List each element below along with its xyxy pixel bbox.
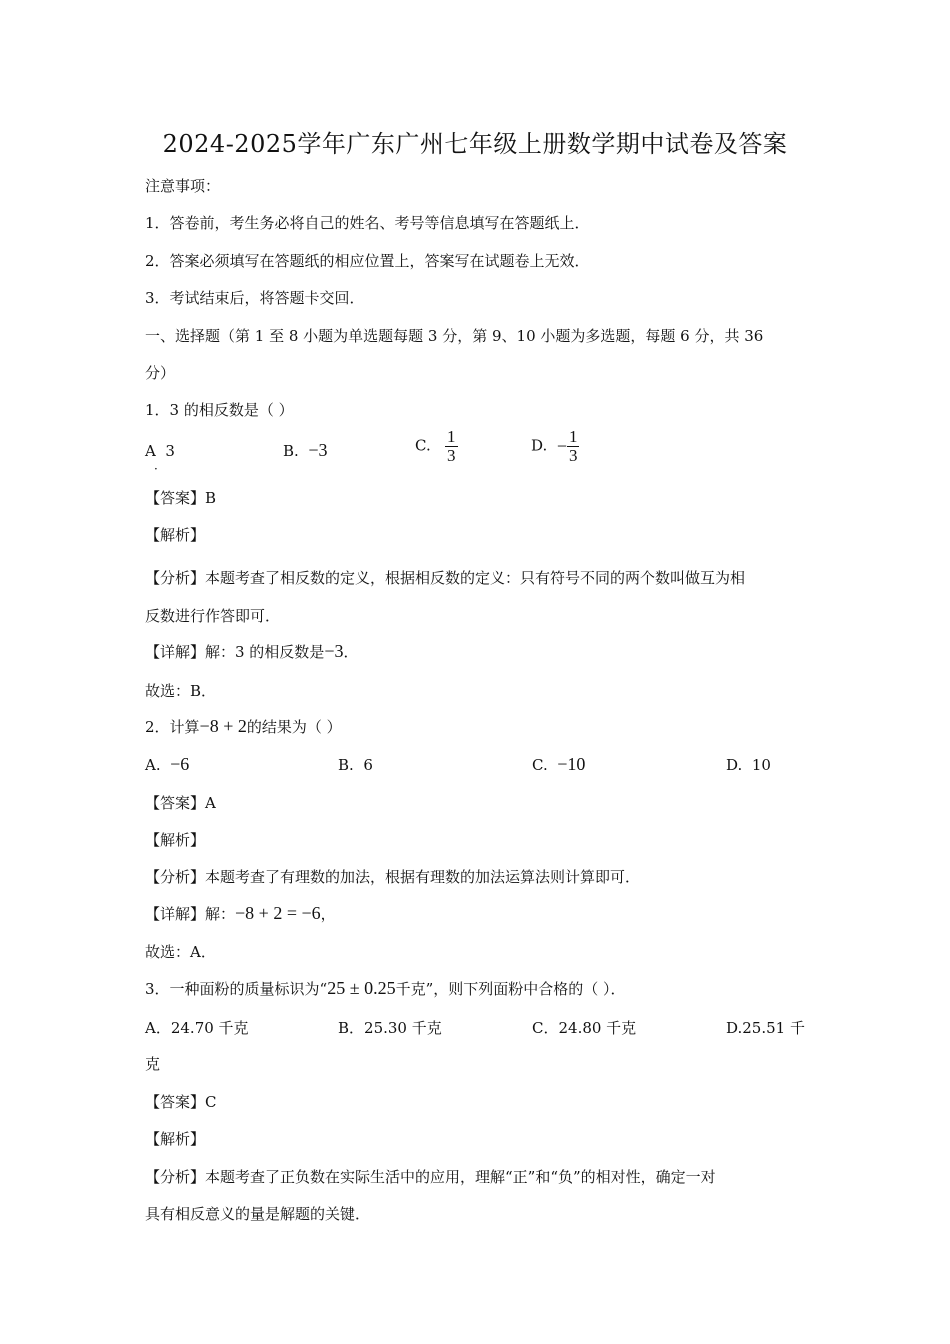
q1-option-b (283, 440, 328, 461)
fraction-denominator: 3 (447, 446, 456, 465)
q2-option-b-value: 6 (363, 756, 373, 774)
section-heading: 一、选择题（第 1 至 8 小题为单选题每题 3 分，第 9、10 小题为多选题，每题 6 分，共 36 (145, 327, 764, 345)
q2-option-c-label: C. (532, 756, 548, 774)
q3-option-d: D.25.51 千 (726, 1019, 805, 1037)
q2-option-a-value: −6 (170, 754, 190, 774)
page-title: 2024-2025学年广东广州七年级上册数学期中试卷及答案 (162, 130, 788, 158)
q2-detail (145, 903, 336, 924)
q2-option-d-value: 10 (751, 756, 771, 774)
q2-stem-suffix: 的结果为（ ） (246, 718, 342, 736)
q3-stem-math: 25 ± 0.25 (327, 978, 396, 998)
q3-option-b: B．25.30 千克 (338, 1019, 442, 1037)
fraction-numerator: 1 (568, 427, 578, 446)
q1-option-c (415, 428, 458, 465)
q1-option-d-sign: − (556, 436, 567, 456)
q3-stem-text: 3．一种面粉的质量标识为“ (145, 980, 328, 998)
q1-detail-math: −3 (324, 641, 344, 661)
q1-analysis: 【分析】本题考查了相反数的定义，根据相反数的定义：只有符号不同的两个数叫做互为相 (145, 569, 746, 587)
q1-detail-suffix: ． (343, 643, 359, 661)
q2-option-c-value: −10 (557, 754, 586, 774)
q3-jiexi: 【解析】 (145, 1130, 206, 1148)
q2-option-b-label: B. (338, 756, 354, 774)
q2-stem-text: 2．计算 (145, 718, 200, 736)
q1-option-d-fraction (567, 428, 580, 465)
q2-choose: 故选：A． (145, 943, 216, 961)
q2-detail-math: −8 + 2 = −6 (235, 903, 321, 923)
q3-analysis: 【分析】本题考查了正负数在实际生活中的应用，理解“正”和“负”的相对性，确定一对 (145, 1168, 716, 1186)
q1-option-a (145, 442, 175, 460)
q2-detail-text: 【详解】解： (145, 905, 236, 923)
q2-stem-math: −8 + 2 (199, 716, 247, 736)
q2-answer: 【答案】A (145, 794, 216, 812)
notice-item-1: 1．答卷前，考生务必将自己的姓名、考号等信息填写在答题纸上． (145, 214, 590, 232)
q2-analysis: 【分析】本题考查了有理数的加法，根据有理数的加法运算法则计算即可． (145, 868, 641, 886)
q3-analysis-cont: 具有相反意义的量是解题的关键． (145, 1205, 371, 1223)
fraction-denominator: 3 (568, 446, 578, 465)
q1-option-d (531, 428, 579, 465)
q2-option-a (145, 754, 189, 775)
q1-option-c-label: C. (415, 436, 431, 455)
q1-stem: 1．3 的相反数是（ ） (145, 401, 294, 419)
q2-jiexi: 【解析】 (145, 831, 206, 849)
q2-stem (145, 716, 342, 737)
fraction-numerator: 1 (447, 427, 456, 446)
q2-option-d (726, 756, 771, 774)
q2-option-a-label: A. (145, 756, 161, 774)
q1-detail (145, 641, 359, 662)
q1-option-a-label: A (145, 442, 156, 460)
q3-option-c: C．24.80 千克 (532, 1019, 637, 1037)
notice-item-2: 2．答案必须填写在答题纸的相应位置上，答案写在试题卷上无效． (145, 252, 590, 270)
section-heading-cont: 分） (145, 364, 176, 382)
q1-option-c-fraction (445, 428, 458, 465)
q1-detail-text: 【详解】解：3 的相反数是 (145, 643, 325, 661)
q1-option-b-label: B. (283, 442, 299, 460)
q3-stem-suffix: 千克”，则下列面粉中合格的（ ）． (395, 980, 626, 998)
q3-answer: 【答案】C (145, 1093, 217, 1111)
q1-option-b-value: −3 (308, 440, 328, 460)
q3-option-a: A．24.70 千克 (145, 1019, 249, 1037)
q1-analysis-cont: 反数进行作答即可． (145, 607, 281, 625)
q1-choose: 故选：B． (145, 682, 217, 700)
decorative-dot: · (154, 462, 158, 476)
q1-option-a-value: 3 (165, 442, 175, 460)
q1-jiexi: 【解析】 (145, 526, 206, 544)
q2-option-b (338, 756, 373, 774)
q2-detail-suffix: ， (320, 905, 336, 923)
q3-stem (145, 978, 626, 999)
q1-answer: 【答案】B (145, 489, 217, 507)
notice-heading: 注意事项： (145, 177, 221, 195)
notice-item-3: 3．考试结束后，将答题卡交回． (145, 289, 365, 307)
q2-option-d-label: D. (726, 756, 743, 774)
q3-option-d-cont: 克 (145, 1055, 161, 1073)
q1-option-d-label: D. (531, 436, 548, 455)
q2-option-c (532, 754, 585, 775)
